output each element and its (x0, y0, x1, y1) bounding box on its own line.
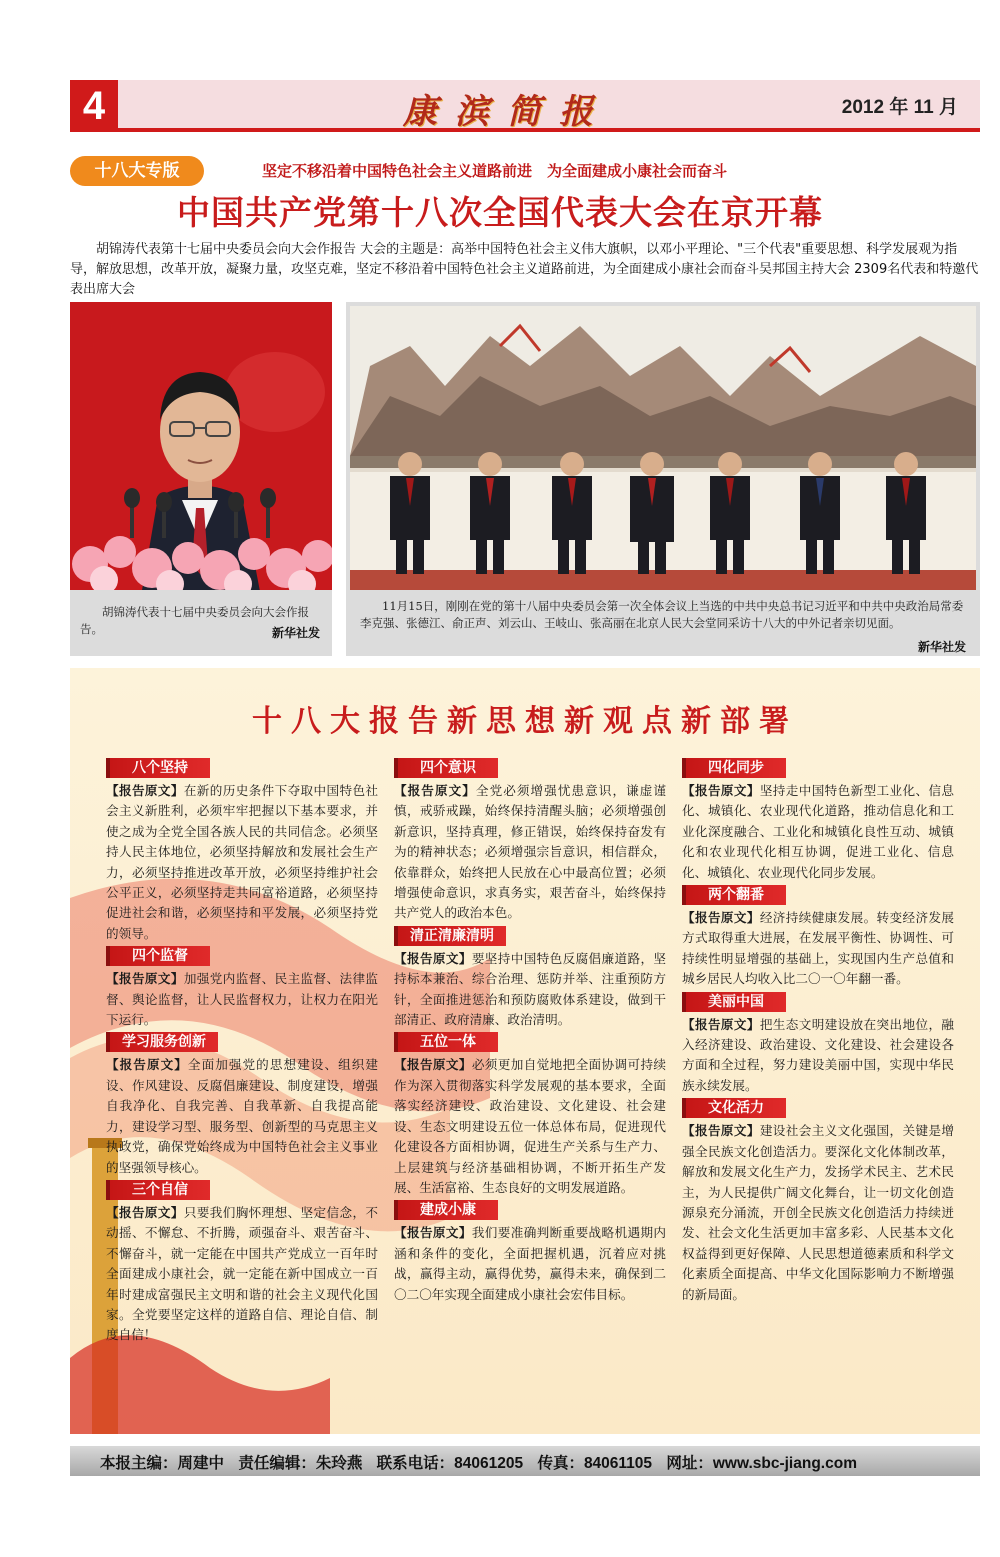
article-lede: 胡锦涛代表第十七届中央委员会向大会作报告 大会的主题是：高举中国特色社会主义伟大旗帜，以邓小平理论、"三个代表"重要思想、科学发展观为指导，解放思想，改革开放，凝聚力量，攻坚克难，坚定不移沿着中国特色社会主义道路前进，为全面建成小康社会而奋斗吴邦国主持大会 2309名代表和特邀代表出席大会 (70, 242, 979, 297)
issue-date: 2012 年 11 月 (841, 97, 958, 118)
report-column-3 (682, 756, 954, 1305)
section-heading: 美丽中国 (682, 992, 786, 1012)
section-heading: 四个监督 (106, 946, 210, 966)
section-text: 【报告原文】必须更加自觉地把全面协调可持续作为深入贯彻落实科学发展观的基本要求，全面落实经济建设、政治建设、文化建设、社会建设、生态文明建设五位一体总体布局，促进现代化建设各方面相协调，促进生产关系与生产力、上层建筑与经济基础相协调，不断开拓生产发展、生活富裕、生态良好的文明发展道路。 (394, 1057, 667, 1195)
report-section (70, 668, 980, 1434)
leaders-photo (350, 306, 976, 590)
section-text: 【报告原文】经济持续健康发展。转变经济发展方式取得重大进展，在发展平衡性、协调性、可持续性明显增强的基础上，实现国内生产总值和城乡居民人均收入比二〇一〇年翻一番。 (682, 910, 955, 987)
section-heading: 建成小康 (394, 1200, 498, 1220)
section-heading: 两个翻番 (682, 885, 786, 905)
section-text: 【报告原文】加强党内监督、民主监督、法律监督、舆论监督，让人民监督权力，让权力在阳光下运行。 (106, 971, 379, 1028)
section-text: 【报告原文】全党必须增强忧患意识，谦虚谨慎，戒骄戒躁，始终保持清醒头脑；必须增强创新意识，坚持真理，修正错误，始终保持奋发有为的精神状态；必须增强宗旨意识，相信群众，依靠群众，始终把人民放在心中最高位置；必须增强使命意识，求真务实，艰苦奋斗，始终保持共产党人的政治本色。 (394, 783, 667, 921)
section-heading: 学习服务创新 (106, 1032, 218, 1052)
section-text: 【报告原文】建设社会主义文化强国，关键是增强全民族文化创造活力。要深化文化体制改革，解放和发展文化生产力，发扬学术民主、艺术民主，为人民提供广阔文化舞台，让一切文化创造源泉充分涌流，开创全民族文化创造活力持续迸发、社会文化生活更加丰富多彩、人民基本文化权益得到更好保障、人民思想道德素质和科学文化素质全面提高、中华文化国际影响力不断增强的新局面。 (682, 1123, 955, 1302)
section-heading: 文化活力 (682, 1098, 786, 1118)
report-column-2 (394, 756, 666, 1305)
leaders-photo-credit: 新华社发 (917, 640, 966, 654)
article-subhead: 坚定不移沿着中国特色社会主义道路前进 为全面建成小康社会而奋斗 (262, 162, 728, 180)
speaker-photo (70, 302, 332, 590)
speaker-photo-caption: 胡锦涛代表十七届中央委员会向大会作报告。 (80, 605, 309, 636)
section-text: 【报告原文】坚持走中国特色新型工业化、信息化、城镇化、农业现代化道路，推动信息化和工业化深度融合、工业化和城镇化良性互动、城镇化和农业现代化相互协调，促进工业化、信息化、城镇化、农业现代化同步发展。 (682, 783, 955, 880)
masthead-bar (118, 80, 980, 132)
footer-bar (70, 1446, 980, 1476)
leaders-illustration (350, 306, 976, 590)
leaders-photo-box (346, 302, 980, 656)
speaker-photo-credit: 新华社发 (271, 626, 320, 640)
speaker-photo-box (70, 302, 332, 656)
special-edition-tag: 十八大专版 (70, 156, 204, 186)
section-text: 【报告原文】全面加强党的思想建设、组织建设、作风建设、反腐倡廉建设、制度建设，增强自我净化、自我完善、自我革新、自我提高能力，建设学习型、服务型、创新型的马克思主义执政党，确保党始终成为中国特色社会主义事业的坚强领导核心。 (106, 1057, 379, 1175)
footer-phone: 联系电话：84061205 (376, 1455, 524, 1472)
section-heading: 三个自信 (106, 1180, 210, 1200)
footer-editor-in-chief: 本报主编：周建中 (100, 1455, 225, 1472)
section-heading: 八个坚持 (106, 758, 210, 778)
section-text: 【报告原文】只要我们胸怀理想、坚定信念，不动摇、不懈怠、不折腾，顽强奋斗、艰苦奋斗、不懈奋斗，就一定能在中国共产党成立一百年时全面建成小康社会，就一定能在新中国成立一百年时建成富强民主文明和谐的社会主义现代化国家。全党要坚定这样的道路自信、理论自信、制度自信！ (106, 1204, 379, 1343)
article-headline: 中国共产党第十八次全国代表大会在京开幕 (177, 193, 823, 232)
section-heading: 四化同步 (682, 758, 786, 778)
footer-website[interactable]: 网址：www.sbc-jiang.com (666, 1455, 857, 1472)
report-title: 十八大报告新思想新观点新部署 (252, 704, 798, 739)
section-heading: 五位一体 (394, 1032, 498, 1052)
footer-info (100, 1451, 867, 1473)
section-text: 【报告原文】把生态文明建设放在突出地位，融入经济建设、政治建设、文化建设、社会建设各方面和全过程，努力建设美丽中国，实现中华民族永续发展。 (682, 1016, 955, 1093)
section-heading: 四个意识 (394, 758, 498, 778)
footer-editor: 责任编辑：朱玲燕 (238, 1455, 363, 1472)
masthead-title: 康滨简报 (403, 92, 611, 132)
section-text: 【报告原文】要坚持中国特色反腐倡廉道路，坚持标本兼治、综合治理、惩防并举、注重预防方针，全面推进惩治和预防腐败体系建设，做到干部清正、政府清廉、政治清明。 (394, 950, 667, 1028)
page-number: 4 (70, 80, 118, 132)
speaker-illustration (70, 302, 332, 590)
footer-fax: 传真：84061105 (537, 1455, 653, 1472)
section-heading: 清正清廉清明 (394, 926, 506, 946)
leaders-photo-caption: 11月15日，刚刚在党的第十八届中央委员会第一次全体会议上当选的中共中央总书记习近平和中共中央政治局常委李克强、张德江、俞正声、刘云山、王岐山、张高丽在北京人民大会堂同采访十八大的中外记者亲切见面。 (360, 599, 964, 630)
section-text: 【报告原文】我们要准确判断重要战略机遇期内涵和条件的变化，全面把握机遇，沉着应对挑战，赢得主动，赢得优势，赢得未来，确保到二〇二〇年实现全面建成小康社会宏伟目标。 (394, 1225, 667, 1302)
section-text: 【报告原文】在新的历史条件下夺取中国特色社会主义新胜利，必须牢牢把握以下基本要求，并使之成为全党全国各族人民的共同信念。必须坚持人民主体地位，必须坚持解放和发展社会生产力，必须坚持推进改革开放，必须坚持维护社会公平正义，必须坚持走共同富裕道路，必须坚持促进社会和谐，必须坚持和平发展，必须坚持党的领导。 (106, 783, 379, 941)
report-column-1 (106, 756, 378, 1346)
